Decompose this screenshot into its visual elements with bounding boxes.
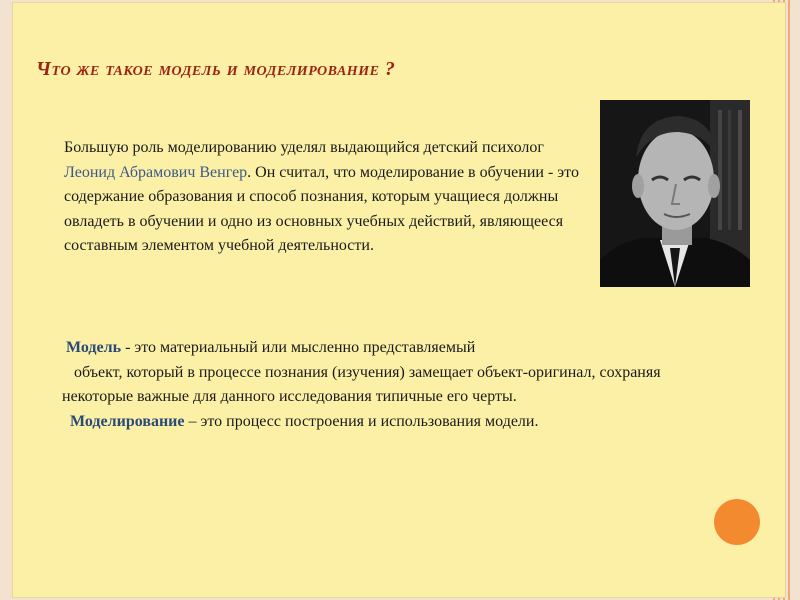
portrait-photo xyxy=(600,100,750,287)
definition-modeling xyxy=(62,410,702,435)
person-name: Леонид Абрамович Венгер xyxy=(64,163,248,181)
decorative-circle xyxy=(714,499,760,545)
paragraph-text: . Он считал, что моделирование в обучении - это содержание образования и способ познания, которым учащиеся должны овладеть в обучении и одно из основных учебных действий, являющееся составным элементом учебной деятельности. xyxy=(64,163,579,254)
definition-text: объект, который в процессе познания (изучения) замещает объект-оригинал, сохраняя некоторые важные для данного исследования типичные его черты. xyxy=(62,363,661,405)
slide-content-area xyxy=(12,2,786,598)
term-model: Модель xyxy=(66,339,122,356)
term-modeling: Моделирование xyxy=(70,412,185,430)
definition-text: – это процесс построения и использования модели. xyxy=(184,412,539,430)
definitions-block xyxy=(62,336,702,434)
definition-model xyxy=(62,336,702,410)
definition-text: - это материальный или мысленно представляемый xyxy=(121,339,476,356)
border-stripe xyxy=(788,0,790,600)
paragraph-venger xyxy=(64,136,594,259)
paragraph-text: Большую роль моделированию уделял выдающийся детский психолог xyxy=(64,139,544,156)
slide-title: Что же такое модель и моделирование ? xyxy=(36,58,396,80)
portrait-image xyxy=(600,100,750,287)
